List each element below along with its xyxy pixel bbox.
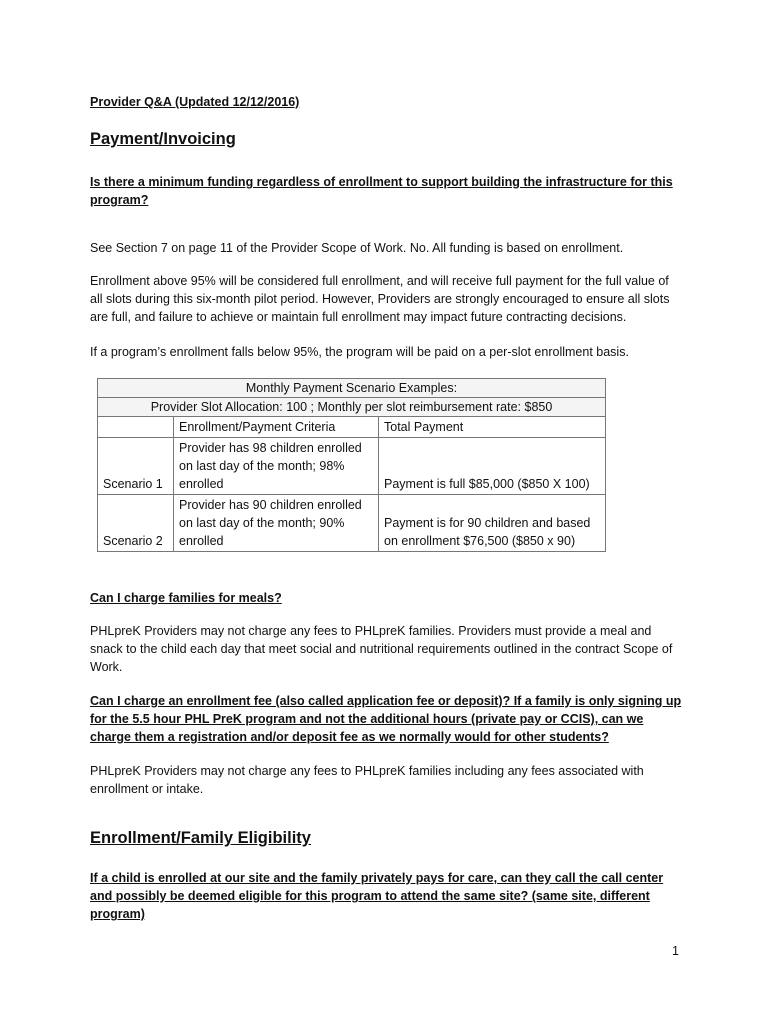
- table-title: Monthly Payment Scenario Examples:: [98, 379, 606, 398]
- scenario-criteria: Provider has 90 children enrolled on last day of the month; 90% enrolled: [174, 495, 379, 552]
- table-header-criteria: Enrollment/Payment Criteria: [174, 417, 379, 438]
- answer-minimum-funding-p2: Enrollment above 95% will be considered full enrollment, and will receive full payment for the full value of all slots during this six-month pilot period. However, Providers are strongly encouraged to ensure all slots are full, and failure to achieve or maintain full enrollment may impact future contracting decisions.: [90, 274, 670, 324]
- answer-meals: PHLpreK Providers may not charge any fees to PHLpreK families. Providers must provide a meal and snack to the child each day that meet social and nutritional requirements outlined in the contract Scope of Work.: [90, 624, 673, 674]
- section-heading-enrollment-eligibility: Enrollment/Family Eligibility: [90, 829, 311, 847]
- scenario-total: Payment is for 90 children and based on enrollment $76,500 ($850 x 90): [379, 495, 606, 552]
- page-number: 1: [672, 944, 679, 958]
- payment-scenario-table: [97, 378, 606, 552]
- table-row: [98, 495, 606, 552]
- scenario-label: Scenario 1: [98, 438, 174, 495]
- question-enrollment-fee: Can I charge an enrollment fee (also called application fee or deposit)? If a family is only signing up for the 5.5 hour PHL PreK program and not the additional hours (private pay or CCIS), can we charge them a registration and/or deposit fee as we normally would for other students?: [90, 694, 682, 744]
- question-meals: Can I charge families for meals?: [90, 591, 282, 605]
- answer-minimum-funding-p1: See Section 7 on page 11 of the Provider Scope of Work. No. All funding is based on enrollment.: [90, 241, 624, 255]
- scenario-criteria: Provider has 98 children enrolled on last day of the month; 98% enrolled: [174, 438, 379, 495]
- question-minimum-funding: Is there a minimum funding regardless of enrollment to support building the infrastructure for this program?: [90, 175, 673, 207]
- scenario-label: Scenario 2: [98, 495, 174, 552]
- table-subtitle-row: [98, 398, 606, 417]
- table-title-row: [98, 379, 606, 398]
- table-header-empty: [98, 417, 174, 438]
- table-subtitle: Provider Slot Allocation: 100 ; Monthly per slot reimbursement rate: $850: [98, 398, 606, 417]
- table-row: [98, 438, 606, 495]
- table-header-total: Total Payment: [379, 417, 606, 438]
- scenario-total: Payment is full $85,000 ($850 X 100): [379, 438, 606, 495]
- question-private-pay-eligibility: If a child is enrolled at our site and the family privately pays for care, can they call the call center and possibly be deemed eligible for this program to attend the same site? (same site, different program): [90, 871, 664, 921]
- answer-minimum-funding-p3: If a program’s enrollment falls below 95%, the program will be paid on a per-slot enrollment basis.: [90, 345, 629, 359]
- section-heading-payment-invoicing: Payment/Invoicing: [90, 130, 236, 148]
- document-title: Provider Q&A (Updated 12/12/2016): [90, 95, 300, 109]
- answer-enrollment-fee: PHLpreK Providers may not charge any fees to PHLpreK families including any fees associated with enrollment or intake.: [90, 764, 644, 796]
- table-header-row: [98, 417, 606, 438]
